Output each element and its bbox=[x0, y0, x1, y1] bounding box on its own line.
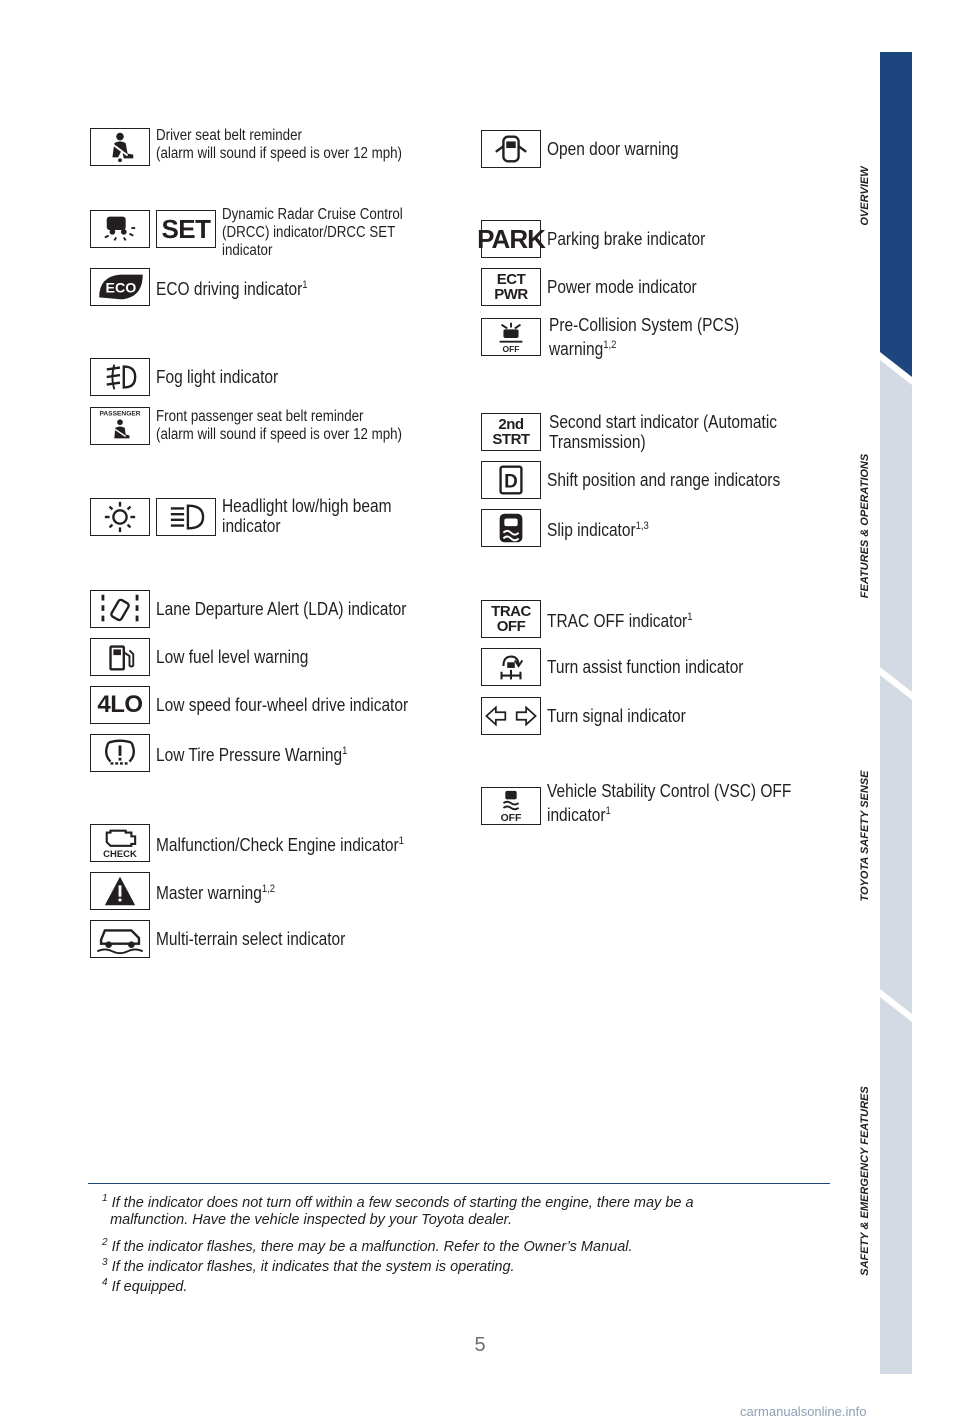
label-text-2: (alarm will sound if speed is over 12 mph) bbox=[156, 145, 402, 162]
label-text: Malfunction/Check Engine indicator bbox=[156, 835, 399, 855]
tab-label-features-operations: FEATURES & OPERATIONS bbox=[859, 453, 871, 599]
label-text-2: indicator bbox=[222, 516, 281, 536]
label-sup: 1 bbox=[302, 279, 308, 291]
label-sup: 1,2 bbox=[261, 883, 275, 895]
label-text: Turn signal indicator bbox=[547, 706, 686, 726]
page-number: 5 bbox=[474, 1334, 486, 1356]
turn-signal-icon bbox=[481, 697, 541, 735]
svg-text:OFF: OFF bbox=[500, 813, 522, 824]
label-sup: 1 bbox=[398, 835, 404, 847]
pcs-off-icon bbox=[481, 318, 541, 356]
svg-text:PASSENGER: PASSENGER bbox=[99, 410, 141, 418]
four-lo-icon: 4LO bbox=[90, 686, 150, 724]
tab-label-overview: OVERVIEW bbox=[859, 166, 871, 226]
label-text: Dynamic Radar Cruise Control bbox=[222, 206, 403, 223]
park-icon: PARK bbox=[481, 220, 541, 258]
indicator-driver-seatbelt bbox=[90, 128, 442, 166]
tab-overview[interactable] bbox=[880, 52, 912, 377]
label-text: Second start indicator (Automatic bbox=[549, 412, 778, 432]
footnote-divider bbox=[88, 1183, 830, 1184]
label-sup: 1 bbox=[687, 611, 693, 623]
indicator-fuel bbox=[90, 638, 333, 676]
tab-features-operations[interactable] bbox=[880, 360, 912, 692]
indicator-eco bbox=[90, 268, 332, 306]
svg-text:ECO: ECO bbox=[105, 280, 137, 297]
indicator-turn-signal bbox=[481, 697, 708, 735]
label-text-2: Transmission) bbox=[549, 432, 646, 452]
label-text-2: warning bbox=[549, 339, 604, 359]
indicator-drcc bbox=[90, 198, 432, 260]
tire-pressure-icon bbox=[90, 734, 150, 772]
tab-safety-emergency[interactable] bbox=[880, 997, 912, 1374]
eco-icon bbox=[90, 268, 150, 306]
indicator-fog bbox=[90, 358, 298, 396]
indicator-master-warning bbox=[90, 872, 294, 910]
open-door-icon bbox=[481, 130, 541, 168]
footnote-2: $^2$ If the indicator flashes, there may be a malfunction. Refer to the Owner’s Manual. bbox=[102, 1237, 633, 1255]
trac-off-icon: TRAC OFF bbox=[481, 600, 541, 638]
footnote-1: $^1$ If the indicator does not turn off within a few seconds of starting the engine, there may be a malfunction. Have the vehicle inspected by your Toyota dealer. bbox=[102, 1193, 694, 1228]
indicator-park bbox=[477, 220, 731, 258]
headlight-low-icon bbox=[90, 498, 150, 536]
label-text: Parking brake indicator bbox=[547, 229, 706, 249]
shift-d-icon bbox=[481, 461, 541, 499]
label-text: Lane Departure Alert (LDA) indicator bbox=[156, 599, 407, 619]
label-text: Fog light indicator bbox=[156, 367, 279, 387]
indicator-tpms bbox=[90, 734, 379, 772]
master-warning-icon bbox=[90, 872, 150, 910]
indicator-check-engine bbox=[90, 824, 444, 862]
label-text: Vehicle Stability Control (VSC) OFF bbox=[547, 781, 792, 801]
check-engine-icon bbox=[90, 824, 150, 862]
lane-departure-icon bbox=[90, 590, 150, 628]
indicator-multi-terrain bbox=[90, 920, 376, 958]
label-text: Multi-terrain select indicator bbox=[156, 929, 346, 949]
fog-light-icon bbox=[90, 358, 150, 396]
label-text: Low fuel level warning bbox=[156, 647, 309, 667]
tab-label-safety-emergency: SAFETY & EMERGENCY FEATURES bbox=[859, 1086, 871, 1276]
driver-seatbelt-icon bbox=[90, 128, 150, 166]
svg-text:OFF: OFF bbox=[502, 344, 520, 355]
label-text-3: indicator bbox=[222, 242, 273, 259]
multi-terrain-icon bbox=[90, 920, 150, 958]
indicator-passenger-seatbelt bbox=[90, 407, 442, 445]
indicator-open-door bbox=[481, 130, 700, 168]
indicator-vsc-off bbox=[481, 781, 831, 825]
label-text: Turn assist function indicator bbox=[547, 657, 744, 677]
label-text: ECO driving indicator bbox=[156, 279, 303, 299]
label-text-2: indicator bbox=[547, 805, 606, 825]
indicator-shift-position bbox=[481, 461, 818, 499]
indicator-power-mode bbox=[481, 268, 721, 306]
svg-text:D: D bbox=[504, 471, 518, 493]
vsc-off-icon bbox=[481, 787, 541, 825]
indicator-pcs bbox=[481, 315, 770, 359]
slip-icon bbox=[481, 509, 541, 547]
set-icon: SET bbox=[156, 210, 216, 248]
passenger-seatbelt-icon bbox=[90, 407, 150, 445]
label-text-2: (alarm will sound if speed is over 12 mph) bbox=[156, 426, 402, 443]
label-text: Master warning bbox=[156, 883, 262, 903]
turn-assist-icon bbox=[481, 648, 541, 686]
indicator-trac-off bbox=[481, 600, 716, 638]
label-text: Low Tire Pressure Warning bbox=[156, 745, 343, 765]
drcc-icon bbox=[90, 210, 150, 248]
label-text: TRAC OFF indicator bbox=[547, 611, 688, 631]
high-beam-icon bbox=[156, 498, 216, 536]
label-text: Open door warning bbox=[547, 139, 679, 159]
indicator-turn-assist bbox=[481, 648, 775, 686]
footnote-3: $^3$ If the indicator flashes, it indicates that the system is operating. bbox=[102, 1257, 515, 1275]
footnote-4: $^4$ If equipped. bbox=[102, 1277, 188, 1295]
indicator-slip bbox=[481, 509, 665, 547]
indicator-second-start bbox=[481, 412, 814, 452]
label-sup: 1,3 bbox=[635, 520, 649, 532]
label-sup: 1,2 bbox=[603, 339, 617, 351]
indicator-4lo bbox=[90, 686, 449, 724]
second-start-icon: 2nd STRT bbox=[481, 413, 541, 451]
label-text: Headlight low/high beam bbox=[222, 496, 392, 516]
label-text-2: (DRCC) indicator/DRCC SET bbox=[222, 224, 396, 241]
fuel-pump-icon bbox=[90, 638, 150, 676]
ect-pwr-icon: ECT PWR bbox=[481, 268, 541, 306]
label-text: Driver seat belt reminder bbox=[156, 127, 302, 144]
label-text: Low speed four-wheel drive indicator bbox=[156, 695, 409, 715]
label-text: Slip indicator bbox=[547, 520, 636, 540]
svg-text:CHECK: CHECK bbox=[103, 849, 137, 861]
label-text: Shift position and range indicators bbox=[547, 470, 781, 490]
indicator-headlight bbox=[90, 498, 419, 536]
label-text: Power mode indicator bbox=[547, 277, 697, 297]
label-sup: 1 bbox=[342, 745, 348, 757]
tab-label-toyota-safety-sense: TOYOTA SAFETY SENSE bbox=[859, 770, 871, 902]
watermark: carmanualsonline.info bbox=[740, 1404, 867, 1419]
tab-toyota-safety-sense[interactable] bbox=[880, 675, 912, 1014]
label-text: Pre-Collision System (PCS) bbox=[549, 315, 740, 335]
label-sup: 1 bbox=[605, 805, 611, 817]
section-sidebar bbox=[880, 52, 912, 1374]
label-text: Front passenger seat belt reminder bbox=[156, 408, 364, 425]
indicator-lda bbox=[90, 590, 447, 628]
